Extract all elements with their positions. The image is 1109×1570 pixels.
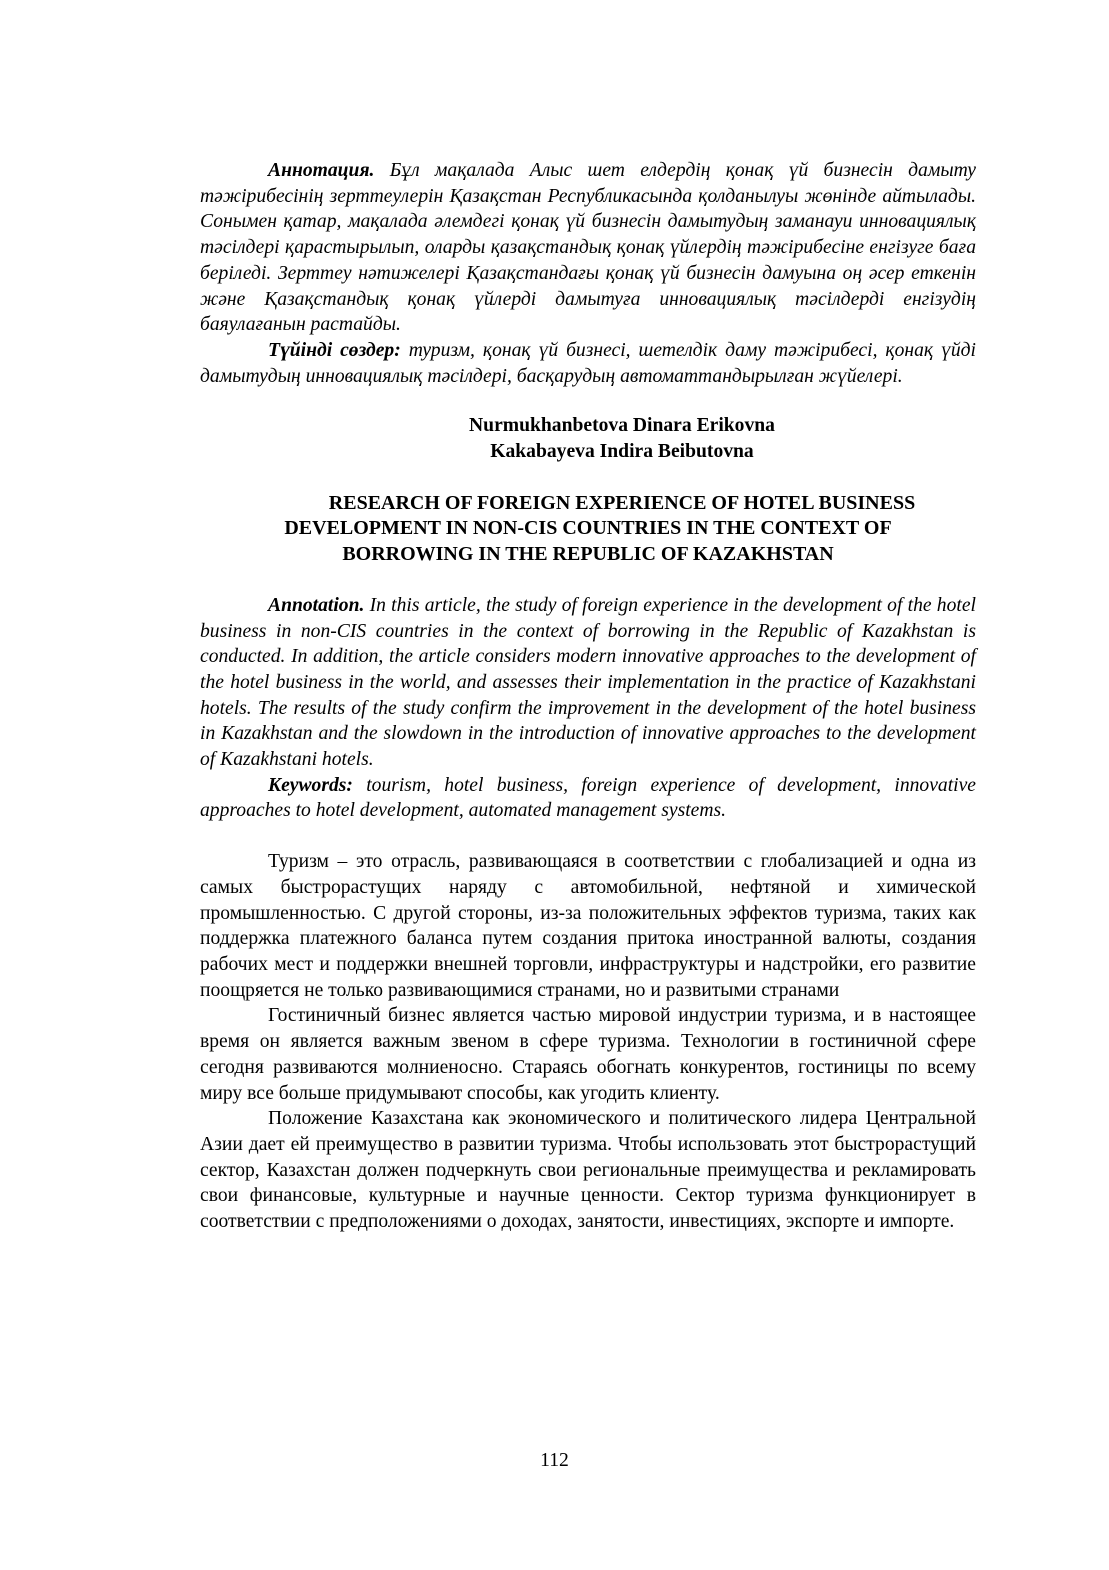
title-line-2: DEVELOPMENT IN NON-CIS COUNTRIES IN THE CONTEXT OF <box>284 517 892 540</box>
kz-keywords-text: туризм, қонақ үй бизнесі, шетелдік даму тәжірибесі, қонақ үйді дамытудың инновациялық тәсілдері, басқарудың автоматтандырылған жүйелері. <box>200 339 976 387</box>
body-paragraph: Положение Казахстана как экономического и политического лидера Центральной Азии дает ей преимущество в развитии туризма. Чтобы использовать этот быстрорастущий сектор, Казахстан должен подчеркнуть свои региональные преимущества и рекламировать свои финансовые, культурные и научные ценности. Сектор туризма функционирует в соответствии с предположениями о доходах, занятости, инвестициях, экспорте и импорте. <box>200 1108 976 1233</box>
paper-title <box>200 491 976 568</box>
en-keywords <box>200 773 976 824</box>
kz-annotation <box>200 158 976 338</box>
page-number: 112 <box>540 1450 569 1471</box>
authors <box>200 413 976 464</box>
en-keywords-text: tourism, hotel business, foreign experience of development, innovative approaches to hotel development, automated management systems. <box>200 774 976 822</box>
kz-annotation-text: Бұл мақалада Алыс шет елдердің қонақ үй бизнесін дамыту тәжірибесінің зерттеулерін Қазақстан Республикасында қолданылуы жөнінде айтылады. Сонымен қатар, мақалада әлемдегі қонақ үй бизнесін дамытудың заманауи инновациялық тәсілдері қарастырылып, оларды қазақстандық қонақ үйлердің тәжірибесіне енгізуге баға беріледі. Зерттеу нәтижелері Қазақстандағы қонақ үй бизнесін дамуына оң әсер еткенін және Қазақстандық қонақ үйлерді дамытуға инновациялық тәсілдерді енгізудің баяулағанын растайды. <box>200 160 976 336</box>
kz-keywords-label: Түйінді сөздер: <box>268 339 401 361</box>
en-keywords-label: Keywords: <box>268 774 353 796</box>
en-annotation-block <box>200 593 976 824</box>
en-annotation-text: In this article, the study of foreign experience in the development of the hotel business in non-CIS countries in the context of borrowing in the Republic of Kazakhstan is conducted. In addition, the article considers modern innovative approaches to the development of the hotel business in the world, and assesses their implementation in the practice of Kazakhstani hotels. The results of the study confirm the improvement in the development of the hotel business in Kazakhstan and the slowdown in the introduction of innovative approaches to the development of Kazakhstani hotels. <box>200 594 976 771</box>
title-line-3: BORROWING IN THE REPUBLIC OF KAZAKHSTAN <box>342 543 834 566</box>
kz-keywords <box>200 338 976 389</box>
en-annotation <box>200 593 976 773</box>
kz-annotation-label: Аннотация. <box>268 160 375 181</box>
title-line-1: RESEARCH OF FOREIGN EXPERIENCE OF HOTEL BUSINESS <box>328 491 916 514</box>
author-1: Nurmukhanbetova Dinara Erikovna <box>469 415 775 437</box>
body-paragraph: Туризм – это отрасль, развивающаяся в соответствии с глобализацией и одна из самых быстрорастущих наряду с автомобильной, нефтяной и химической промышленностью. С другой стороны, из-за положительных эффектов туризма, таких как поддержка платежного баланса путем создания притока иностранной валюты, создания рабочих мест и поддержки внешней торговли, инфраструктуры и надстройки, его развитие поощряется не только развивающимися странами, но и развитыми странами <box>200 851 976 1001</box>
body-paragraph: Гостиничный бизнес является частью мировой индустрии туризма, и в настоящее время он является важным звеном в сфере туризма. Технологии в гостиничной сфере сегодня развиваются молниеносно. Стараясь обогнать конкурентов, гостиницы по всему миру все больше придумывают способы, как угодить клиенту. <box>200 1005 976 1104</box>
author-2: Kakabayeva Indira Beibutovna <box>490 441 754 463</box>
en-annotation-label: Annotation. <box>268 594 365 616</box>
body-text <box>200 849 976 1235</box>
page-content <box>200 158 976 1235</box>
